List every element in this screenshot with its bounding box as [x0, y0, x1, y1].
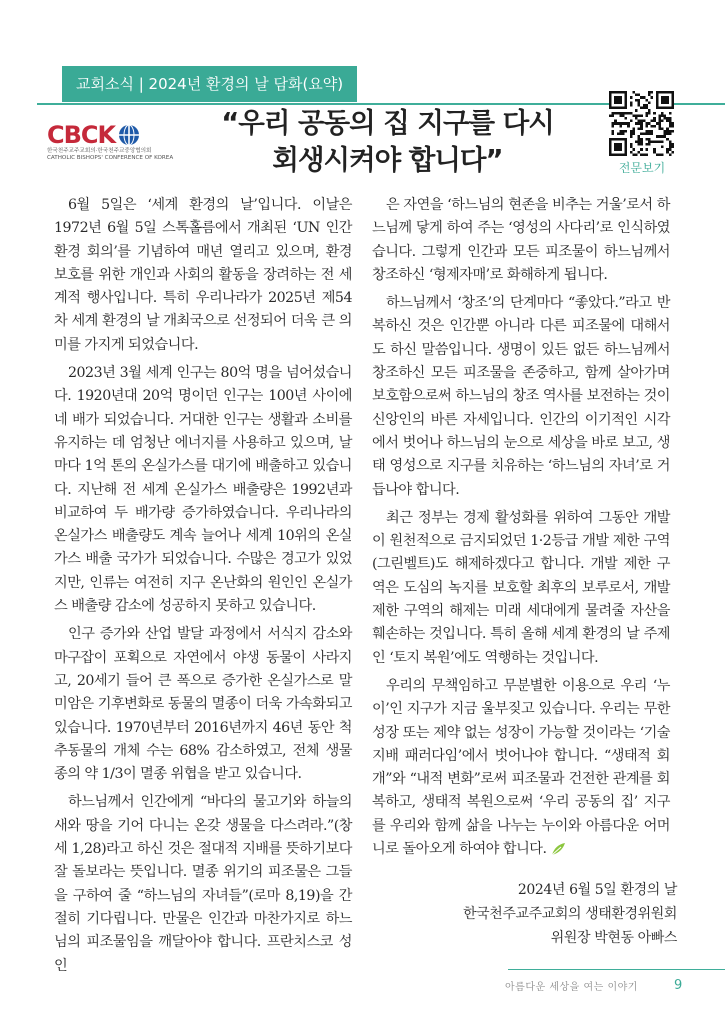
leaf-icon	[550, 841, 566, 857]
article-column-left	[54, 194, 352, 978]
footer-rule	[508, 969, 725, 970]
paragraph: 2023년 3월 세계 인구는 80억 명을 넘어섰습니다. 1920년대 20억 명이던 인구는 100년 사이에 네 배가 되었습니다. 거대한 인구는 생활과 소비를 유지하는 데 엄청난 에너지를 사용하고 있으며, 날마다 1억 톤의 온실가스를 대기에 배출하고 있습니다. 지난해 전 세계 온실가스 배출량은 1992년과 비교하여 두 배가량 증가하였습니다. 우리나라의 온실가스 배출량도 계속 늘어나 세계 10위의 온실가스 배출 국가가 되었습니다. 수많은 경고가 있었지만, 인류는 여전히 지구 온난화의 원인인 온실가스 배출량 감소에 성공하지 못하고 있습니다.	[54, 365, 352, 615]
logo-subtitle-ko: 한국천주교주교회의·한국천주교중앙협의회	[47, 148, 152, 154]
paragraph: 6월 5일은 ‘세계 환경의 날’입니다. 이날은 1972년 6월 5일 스톡홀름에서 개최된 ‘UN 인간 환경 회의’를 기념하여 매년 열리고 있으며, 환경 보호를 위한 개인과 사회의 활동을 장려하는 전 세계적 행사입니다. 특히 우리나라가 2025년 제54차 세계 환경의 날 개최국으로 선정되어 더욱 큰 의미를 가지게 되었습니다.	[54, 197, 352, 353]
globe-cross-icon	[117, 123, 141, 147]
title-line-2: 회생시켜야 합니다”	[272, 144, 503, 176]
signature-org: 한국천주교주교회의 생태환경위원회	[462, 906, 677, 922]
logo-mark: CBCK	[47, 121, 116, 149]
qr-label[interactable]: 전문보기	[618, 161, 666, 175]
paragraph: 하느님께서 인간에게 “바다의 물고기와 하늘의 새와 땅을 기어 다니는 온갖 생물을 다스려라.”(창세 1,28)라고 하신 것은 절대적 지배를 뜻하기보다 잘 돌보라는 뜻입니다. 멸종 위기의 피조물은 그들을 구하여 줄 “하느님의 자녀들”(로마 8,19)을 간절히 기다립니다. 만물은 인간과 마찬가지로 하느님의 피조물임을 깨달아야 합니다. 프란치스코 성인	[54, 794, 352, 974]
logo-subtitle-en: CATHOLIC BISHOPS' CONFERENCE OF KOREA	[47, 155, 174, 161]
footer-tagline: 아름다운 세상을 여는 이야기	[505, 982, 638, 993]
article-column-right	[372, 194, 670, 861]
paragraph-last	[372, 675, 670, 861]
paragraph-text: 우리의 무책임하고 무분별한 이용으로 우리 ‘누이’인 지구가 지금 울부짖고 있습니다. 우리는 무한 성장 또는 제약 없는 성장이 가능할 것이라는 ‘기술 지배 패러다임’에서 벗어나야 합니다. “생태적 회개”와 “내적 변화”로써 피조물과 건전한 관계를 회복하고, 생태적 복원으로써 ‘우리 공동의 집’ 지구를 우리와 함께 삶을 나누는 누이와 아름다운 어머니로 돌아오게 하여야 합니다.	[372, 677, 670, 858]
paragraph: 인구 증가와 산업 발달 과정에서 서식지 감소와 마구잡이 포획으로 자연에서 야생 동물이 사라지고, 20세기 들어 큰 폭으로 증가한 온실가스로 말미암은 기후변화로 동물의 멸종이 더욱 가속화되고 있습니다. 1970년부터 2016년까지 46년 동안 척추동물의 개체 수는 68% 감소하였고, 전체 생물 종의 약 1/3이 멸종 위협을 받고 있습니다.	[54, 626, 352, 783]
paragraph: 최근 정부는 경제 활성화를 위하여 그동안 개발이 원천적으로 금지되었던 1·2등급 개발 제한 구역(그린벨트)도 해제하겠다고 합니다. 개발 제한 구역은 도심의 녹지를 보호할 최후의 보루로서, 개발 제한 구역의 해제는 미래 세대에게 물려줄 자산을 훼손하는 것입니다. 특히 올해 세계 환경의 날 주제인 ‘토지 복원’에도 역행하는 것입니다.	[372, 509, 670, 666]
signature-name: 위원장 박현동 아빠스	[550, 930, 677, 946]
title-line-1: “우리 공동의 집 지구를 다시	[221, 107, 554, 139]
signature-date: 2024년 6월 5일 환경의 날	[517, 882, 677, 898]
paragraph: 하느님께서 ‘창조’의 단계마다 “좋았다.”라고 반복하신 것은 인간뿐 아니라 다른 피조물에 대해서도 하신 말씀입니다. 생명이 있든 없든 하느님께서 창조하신 모든 피조물을 존중하고, 함께 살아가며 보호함으로써 하느님의 창조 역사를 보전하는 것이 신앙인의 바른 자세입니다. 인간의 이기적인 시각에서 벗어나 하느님의 눈으로 세상을 바로 보고, 생태 영성으로 지구를 치유하는 ‘하느님의 자녀’로 거듭나야 합니다.	[372, 295, 670, 498]
category-banner: 교회소식 | 2024년 환경의 날 담화(요약)	[62, 66, 357, 102]
page-number: 9	[674, 978, 683, 993]
cbck-logo	[47, 122, 177, 162]
qr-code[interactable]	[609, 91, 674, 156]
paragraph: 은 자연을 ‘하느님의 현존을 비추는 거울’로서 하느님께 닿게 하여 주는 ‘영성의 사다리’로 인식하였습니다. 그렇게 인간과 모든 피조물이 하느님께서 창조하신 ‘형제자매’로 화해하게 됩니다.	[372, 197, 670, 283]
signature-block	[463, 878, 677, 950]
page-title	[200, 105, 575, 179]
